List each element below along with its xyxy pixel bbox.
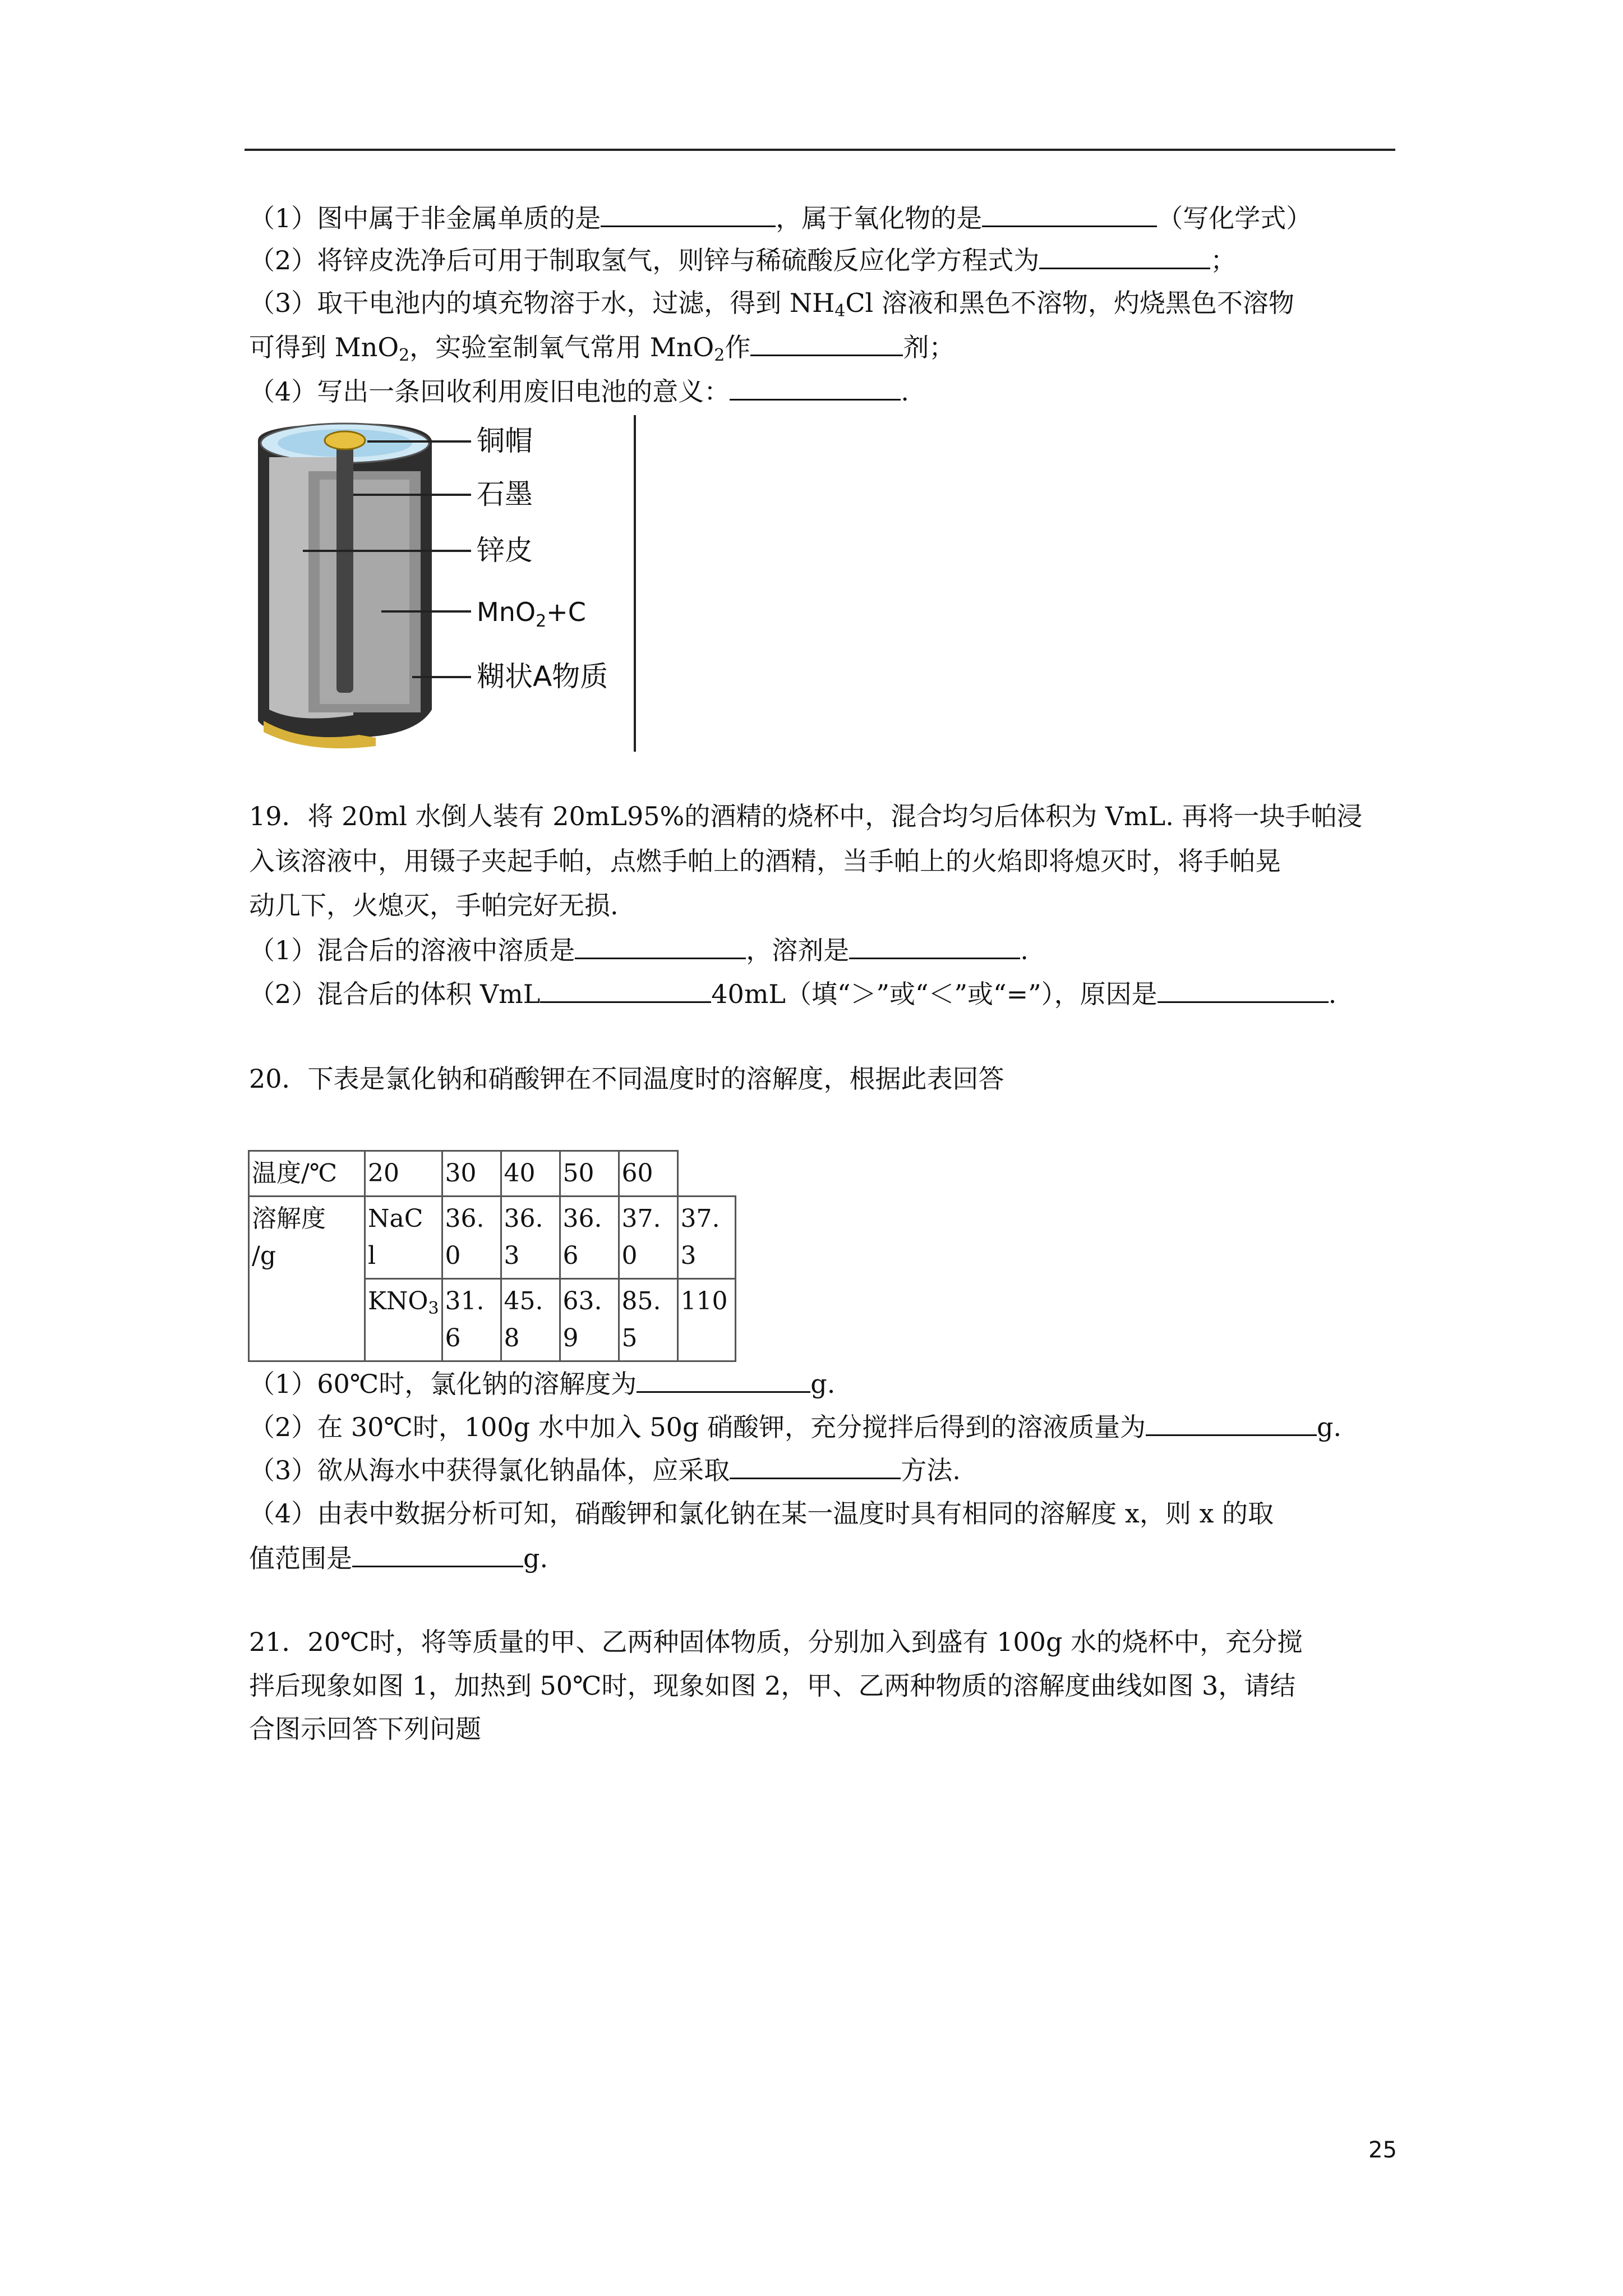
table-substance-kno3: $KNO_3$ — [365, 1279, 442, 1361]
page-number: 25 — [1368, 2137, 1397, 2163]
table-row — [249, 1151, 736, 1197]
table-cell: 63. 9 — [560, 1279, 619, 1361]
label-zinc: 锌皮 — [477, 534, 533, 567]
table-cell: 36. 6 — [560, 1197, 619, 1279]
answer-blank[interactable] — [1158, 977, 1329, 1003]
table-cell: 31. 6 — [442, 1279, 501, 1361]
q18-part4: （4）写出一条回收利用废旧电池的意义： . — [249, 374, 909, 408]
q20-part1: （1）60℃时，氯化钠的溶解度为 g. — [249, 1366, 835, 1401]
table-cell: 45. 8 — [501, 1279, 560, 1361]
table-header-label: 温度/℃ — [249, 1151, 365, 1197]
answer-blank[interactable] — [730, 374, 901, 401]
answer-blank[interactable] — [540, 977, 711, 1003]
solubility-table — [248, 1150, 736, 1362]
answer-blank[interactable] — [637, 1366, 810, 1393]
answer-blank[interactable] — [750, 330, 903, 356]
label-copper-cap: 铜帽 — [477, 425, 533, 457]
table-cell: 36. 3 — [501, 1197, 560, 1279]
table-substance-nacl: NaC l — [365, 1197, 442, 1279]
mno2-region — [320, 480, 409, 704]
header-rule — [245, 149, 1395, 151]
table-temp: 60 — [619, 1151, 677, 1197]
answer-blank[interactable] — [1146, 1410, 1317, 1436]
table-row-label: 溶解度 /g — [249, 1197, 365, 1361]
q21-line3: 合图示回答下列问题 — [249, 1714, 481, 1744]
table-cell: 85. 5 — [619, 1279, 677, 1361]
q21-line2: 拌后现象如图 1，加热到 50℃时，现象如图 2，甲、乙两种物质的溶解度曲线如图 3，请结 — [249, 1671, 1296, 1701]
answer-blank[interactable] — [849, 933, 1020, 959]
table-temp: 40 — [501, 1151, 560, 1197]
table-cell: 36. 0 — [442, 1197, 501, 1279]
dry-battery-figure — [247, 418, 639, 754]
q18-part3-line2: 可得到 MnO$_2$，实验室制氧气常用 MnO$_2$作 剂； — [249, 330, 955, 364]
q20-part4-line2: 值范围是 g. — [249, 1541, 548, 1575]
answer-blank[interactable] — [601, 201, 776, 227]
label-graphite: 石墨 — [477, 478, 533, 510]
copper-cap — [325, 431, 365, 449]
q21-line1: 21．20℃时，将等质量的甲、乙两种固体物质，分别加入到盛有 100g 水的烧杯中，充分搅 — [249, 1627, 1303, 1657]
label-mno2: MnO$_2$+C — [477, 597, 586, 631]
q19-line1: 19．将 20ml 水倒人装有 20mL95%的酒精的烧杯中，混合均匀后体积为 VmL. 再将一块手帕浸 — [249, 801, 1363, 831]
table-empty — [677, 1151, 736, 1197]
q19-line3: 动几下，火熄灭，手帕完好无损. — [249, 890, 619, 921]
graphite-rod — [336, 440, 353, 693]
q19-part1: （1）混合后的溶液中溶质是 ，溶剂是 . — [249, 933, 1029, 967]
answer-blank[interactable] — [1039, 243, 1210, 269]
q20-part4-line1: （4）由表中数据分析可知，硝酸钾和氯化钠在某一温度时具有相同的溶解度 x，则 x 的取 — [249, 1498, 1274, 1529]
figure-border — [634, 415, 636, 752]
q20-part3: （3）欲从海水中获得氯化钠晶体，应采取 方法. — [249, 1453, 961, 1487]
table-temp: 20 — [365, 1151, 442, 1197]
q18-part2: （2）将锌皮洗净后可用于制取氢气，则锌与稀硫酸反应化学方程式为 ； — [249, 243, 1236, 277]
q19-line2: 入该溶液中，用镊子夹起手帕，点燃手帕上的酒精，当手帕上的火焰即将熄灭时，将手帕晃 — [249, 846, 1281, 876]
answer-blank[interactable] — [575, 933, 746, 959]
q18-part1: （1）图中属于非金属单质的是 ，属于氧化物的是 （写化学式） — [249, 201, 1312, 235]
table-row — [249, 1197, 736, 1279]
table-temp: 50 — [560, 1151, 619, 1197]
answer-blank[interactable] — [352, 1541, 523, 1567]
answer-blank[interactable] — [730, 1453, 901, 1479]
table-cell: 37. 3 — [677, 1197, 736, 1279]
answer-blank[interactable] — [982, 201, 1157, 227]
q20-part2: （2）在 30℃时，100g 水中加入 50g 硝酸钾，充分搅拌后得到的溶液质量为 g. — [249, 1410, 1341, 1444]
q19-part2: （2）混合后的体积 VmL 40mL（填“＞”或“＜”或“=”），原因是 . — [249, 977, 1336, 1011]
table-cell: 110 — [677, 1279, 736, 1361]
q20-intro: 20．下表是氯化钠和硝酸钾在不同温度时的溶解度，根据此表回答 — [249, 1064, 1004, 1094]
q18-part3-line1: （3）取干电池内的填充物溶于水，过滤，得到 $NH_4Cl$ 溶液和黑色不溶物，灼烧黑色不溶物 — [249, 288, 1294, 321]
table-cell: 37. 0 — [619, 1197, 677, 1279]
label-paste: 糊状A物质 — [477, 660, 608, 693]
table-temp: 30 — [442, 1151, 501, 1197]
